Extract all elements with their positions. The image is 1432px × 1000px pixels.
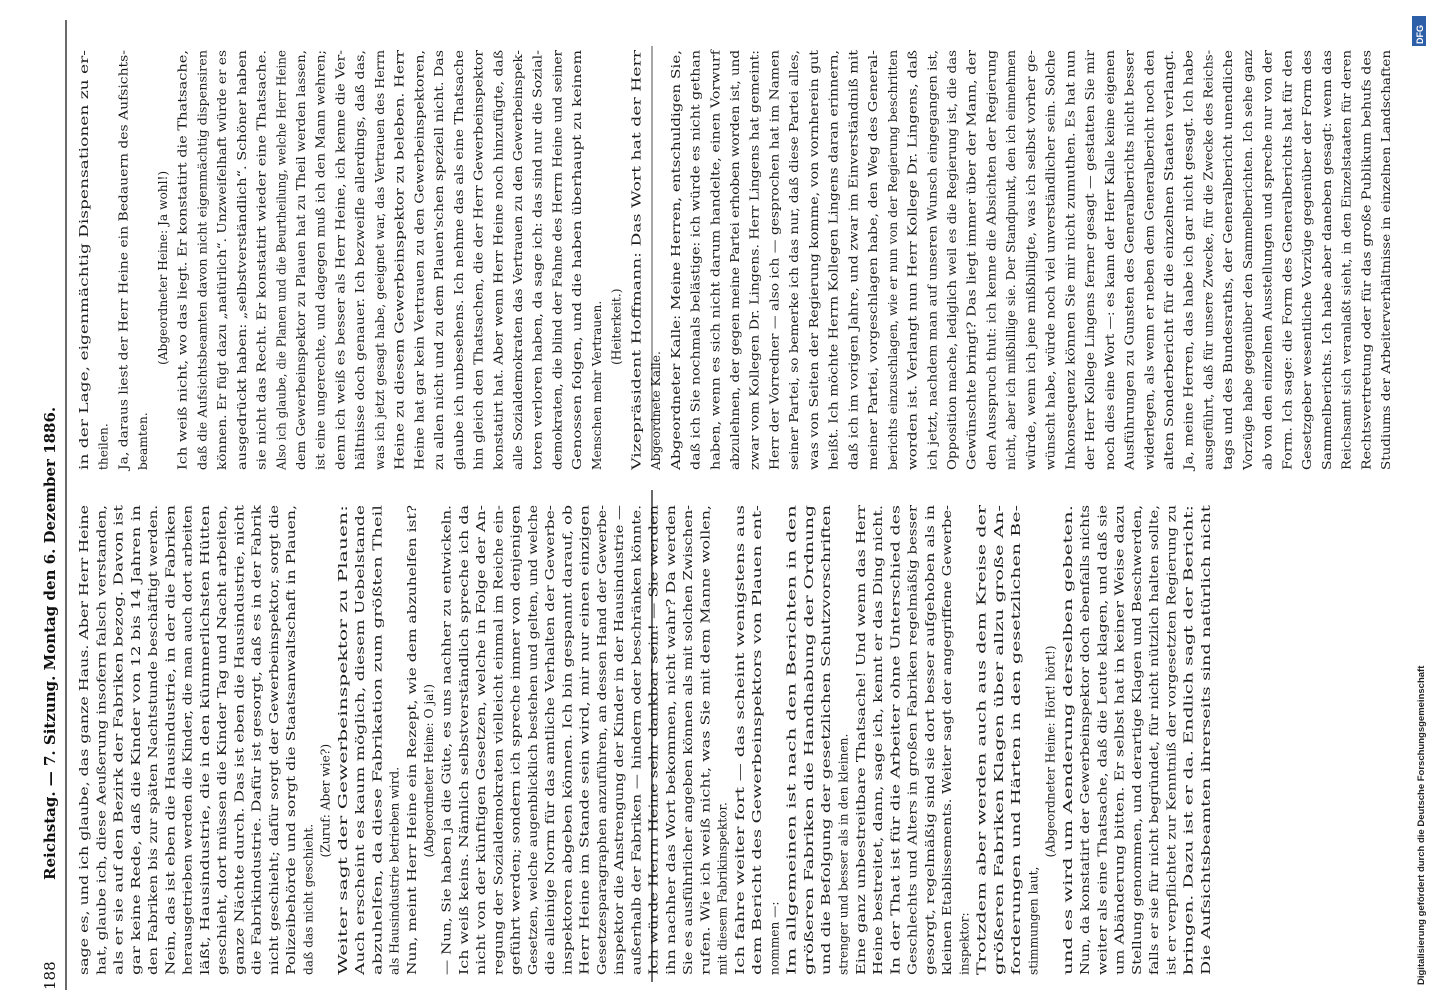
page-title: Reichstag. — 7. Sitzung. Montag den 6. Dezember 1886. xyxy=(41,406,59,880)
text-line: den Ausspruch thut: ich kenne die Absichten der Regierung xyxy=(984,99,999,470)
text-line: Nein, das ist eben die Hausindustrie, in der die Fabriken xyxy=(163,623,178,975)
funding-text: Digitalisierung gefördert durch die Deutsche Forschungsgemeinschaft xyxy=(1416,665,1427,985)
text-line: Herr Heine im Stande sein wird, mir nur einen einzigen xyxy=(577,628,592,975)
text-line: Reichsamt sich veranlaßt sieht, in den Einzelstaaten für deren xyxy=(1339,83,1354,470)
text-line: Also ich glaube, die Planen und die Beurtheilung, welche Herr Heine xyxy=(274,42,289,470)
text-line: zwar vom Kollegen Dr. Lingens. Herr Lingens hat gemeint: xyxy=(747,105,762,470)
text-line: was ich jetzt gesagt habe, geeignet war, das Vertrauen des Herrn xyxy=(372,64,387,470)
text-line: demokraten, die blind der Fahne des Herrn Heine und seiner xyxy=(550,90,565,470)
text-line: Im allgemeinen ist nach den Berichten in den xyxy=(784,693,799,975)
text-line: daß ich im vorigen Jahre, und zwar im Einverständniß mit xyxy=(846,110,861,470)
text-line: Eine ganz unbestreitbare Thatsache! Und wenn das Herr xyxy=(853,620,868,975)
text-line: außerhalb der Fabriken — hindern oder beschränken könnte. xyxy=(629,594,644,975)
text-line: Gesetzgeber wesentliche Vorzüge gegenüber der Form des xyxy=(1300,104,1315,470)
text-line: heißt. Ich möchte Herrn Kollegen Lingens daran erinnern, xyxy=(826,108,841,470)
text-line: ausgeführt, daß für unsere Zwecke, für die Zwecke des Reichs- xyxy=(1201,77,1216,470)
text-line: geführt werden; sondern ich spreche immer von denjenigen xyxy=(508,603,523,975)
text-line: — Nun, Sie haben ja die Güte, es uns nachher zu entwickeln. xyxy=(439,597,454,975)
text-line: Ich fahre weiter fort — das scheint wenigstens aus xyxy=(732,660,747,975)
text-line: forderungen und Härten in den gesetzlichen Be- xyxy=(1009,675,1024,975)
text-line: bringen. Dazu ist er da. Endlich sagt der Bericht: xyxy=(1181,669,1196,975)
text-line: ich jetzt, nachdem man auf unseren Wunsch eingegangen ist, xyxy=(925,89,940,470)
text-line: Herr der Vorredner — also ich — gesprochen hat im Namen xyxy=(767,98,782,470)
text-line: (Abgeordneter Heine: Ja wohl!) xyxy=(155,170,170,365)
text-line: berichts einzuschlagen, wie er nun von der Regierung beschritten xyxy=(885,60,900,470)
text-line: In der That ist für die Arbeiter ohne Unterschied des xyxy=(888,647,903,975)
text-line: um Abänderung bitten. Er selbst hat in keiner Weise dazu xyxy=(1112,616,1127,975)
text-line: daß ich Sie nochmals belästige: ich würde es nicht gethan xyxy=(688,109,703,470)
text-line: Ja, daraus liest der Herr Heine ein Bedauern des Aufsichts- xyxy=(116,102,131,470)
text-line: läßt, Hausindustrie, die in den kümmerlichsten Hütten xyxy=(197,635,212,975)
text-line: seiner Partei, so bemerke ich das nur, daß diese Partei alles, xyxy=(787,95,802,470)
text-line: Heine hat gar kein Vertrauen zu den Gewerbeinspektoren, xyxy=(412,107,427,470)
text-line: den Fabriken bis zur späten Nachtstunde beschäftigt werden. xyxy=(146,592,160,975)
text-line: dem Gewerbeinspektor zu Plauen hat zu Theil werden lassen, xyxy=(294,87,308,470)
text-line: alle Sozialdemokraten das Vertrauen zu den Gewerbeinspek- xyxy=(511,93,525,470)
text-line: herausgetrieben werden die Kinder, die man auch dort arbeiten xyxy=(180,579,195,975)
text-line: Opposition mache, lediglich weil es die Regierung ist, die das xyxy=(945,88,959,470)
text-line: Heine bestreitet, dann, sage ich, kennt er das Ding nicht. xyxy=(871,619,885,975)
text-line: meiner Partei, vorgeschlagen habe, den Weg des General- xyxy=(866,110,881,470)
text-line: zu allen nicht und zu dem Plauen'schen speziell nicht. Das xyxy=(432,108,447,470)
text-line: mit diesem Fabrikinspektor. xyxy=(715,802,730,975)
text-line: (Abgeordneter Heine: Hört! hört!) xyxy=(1043,645,1058,858)
text-line: Ich weiß keins. Nämlich selbstverständlich spreche ich da xyxy=(456,614,471,975)
text-line: Gewünschte bringt? Das liegt immer über der Mann, der xyxy=(964,117,979,470)
text-line: Sammelberichts. Ich habe aber daneben gesagt: wenn das xyxy=(1319,107,1334,470)
text-line: hin gleich den Thatsachen, die der Herr Gewerbeinspektor xyxy=(471,104,486,470)
text-line: theilen. xyxy=(96,423,111,470)
text-line: sage es, und ich glaube, das ganze Haus. Aber Herr Heine xyxy=(77,612,91,975)
text-line: nicht geschieht; dafür sorgt der Gewerbeinspektor, sorgt die xyxy=(266,598,281,975)
funding-note xyxy=(1416,665,1427,985)
text-line: Trotzdem aber werden auch aus dem Kreise der xyxy=(974,676,989,975)
right-column xyxy=(77,42,1393,472)
text-line: ihn nachher das Wort bekommen, nicht wahr? Da werden xyxy=(663,618,678,975)
text-line: Weiter sagt der Gewerbeinspektor zu Plauen: xyxy=(335,693,350,975)
text-line: Inkonsequenz können Sie mir nicht zumuthen. Es hat nun xyxy=(1063,111,1078,470)
text-line: die Fabrikindustrie. Dafür ist gesorgt, daß es in der Fabrik xyxy=(249,611,264,975)
text-line: Ausführungen zu Gunsten des Generalberichts nicht besser xyxy=(1122,100,1137,470)
text-line: dem Bericht des Gewerbeinspektors von Plauen ent- xyxy=(750,649,765,975)
text-line: glaube ich unbesehens. Ich nehme das als eine Thatsache xyxy=(451,111,466,470)
text-line: denn ich weiß es besser als Herr Heine, ich kenne die Ver- xyxy=(333,106,348,470)
text-line: regung der Sozialdemokraten vielleicht einmal im Reiche ein- xyxy=(491,592,506,975)
text-line: inspektor: xyxy=(957,912,972,975)
text-line: geschieht, dort müssen die Kinder Tag und Nacht arbeiten, xyxy=(215,607,230,975)
text-line: Rechtsvertretung oder für das große Publikum behufs des xyxy=(1359,109,1374,470)
text-line: ist eine ungerechte, und dagegen muß ich den Mann wehren; xyxy=(313,88,328,470)
text-line: Vizepräsident Hoffmann: Das Wort hat der Herr xyxy=(629,173,644,470)
text-line: abzuhelfen, da diese Fabrikation zum größten Theil xyxy=(370,655,385,975)
text-line: als Hausindustrie betrieben wird. xyxy=(387,766,402,975)
text-line: inspektoren abgeben können. Ich bin gespannt darauf, ob xyxy=(560,616,575,975)
text-line: Gesetzesparagraphen anzuführen, an dessen Hand der Gewerbe- xyxy=(594,570,609,975)
text-line: Abgeordneter Kalle: Meine Herren, entschuldigen Sie, xyxy=(668,131,683,470)
text-line: die alleinige Norm für das amtliche Verhalten der Gewerbe- xyxy=(543,603,558,975)
page-number: 188 xyxy=(41,961,59,990)
text-line: größeren Fabriken Klagen über allzu große An- xyxy=(991,681,1006,975)
text-line: Polizeibehörde und sorgt die Staatsanwaltschaft in Plauen, xyxy=(284,609,299,975)
dfg-logo-text: DFG xyxy=(1415,25,1425,44)
text-line: ab von den einzelnen Ausstellungen und spreche nur von der xyxy=(1260,91,1275,470)
text-line: haben, wenn es sich nicht darum handelte, einen Vorwurf xyxy=(708,112,723,470)
text-line: abzulehnen, der gegen meine Partei erhoben worden ist, und xyxy=(728,90,742,470)
text-line: (Zuruf: Aber wie?) xyxy=(318,743,333,858)
text-line: Nun, da konstatirt der Gewerbeinspektor doch ebenfalls nichts xyxy=(1078,584,1093,975)
text-line: größeren Fabriken die Handhabung der Ordnung xyxy=(802,668,816,975)
text-line: Form. Ich sage: die Form des Generalberichts hat für den xyxy=(1280,113,1295,470)
text-line: strenger und besser als in den kleinen. xyxy=(836,733,851,975)
text-line: rufen. Wie ich weiß nicht, was Sie mit dem Manne wollen, xyxy=(698,614,713,975)
text-line: Menschen mehr Vertrauen. xyxy=(589,300,604,470)
dfg-logo xyxy=(1412,16,1426,46)
text-line: kleinen Etablissements. Weiter sagt der angegriffene Gewerbe- xyxy=(940,582,955,975)
text-line: können. Er fügt dazu „natürlich“. Unzweifelhaft würde er es xyxy=(215,96,230,470)
text-line: wünscht habe, würde noch viel unverständlicher sein. Solche xyxy=(1043,90,1058,470)
text-line: konstatirt hat. Aber wenn Herr Heine noch hinzufügte, daß xyxy=(491,102,506,470)
text-line: nicht von der künftigen Gesetzen, welche in Folge der An- xyxy=(474,615,488,975)
text-line: Gesetzen, welche augenblicklich bestehen und gelten, und welche xyxy=(525,564,540,975)
text-line: beamten. xyxy=(136,412,151,470)
text-line: ist er verpflichtet zur Kenntniß der vorgesetzten Regierung zu xyxy=(1164,588,1179,975)
text-line: alten Sonderbericht für die einzelnen Staaten verlangt. xyxy=(1162,127,1176,470)
running-head xyxy=(41,407,59,990)
text-line: ganze Nächte durch. Das ist eben die Hausindustrie, nicht xyxy=(232,612,247,975)
text-line: Stellung genommen, und derartige Klagen und Beschwerden, xyxy=(1130,592,1144,975)
text-line: nommen —: xyxy=(767,901,782,975)
text-line: daß die Aufsichtsbeamten davon nicht eigenmächtig dispensiren xyxy=(195,69,210,470)
text-line: hältnisse doch genauer. Ich bezweifle allerdings, daß das, xyxy=(353,112,368,470)
text-line: Nun, meint Herr Heine ein Rezept, wie dem abzuhelfen ist? xyxy=(405,605,419,975)
text-line: weiter als eine Thatsache, daß die Leute klagen, und daß sie xyxy=(1095,599,1110,975)
text-line: und die Befolgung der gesetzlichen Schutzvorschriften xyxy=(819,634,834,975)
text-line: Sie es ausführlicher angeben können als mit solchen Zwischen- xyxy=(681,581,696,975)
text-line: gar keine Rede, daß die Kinder von 12 bis 14 Jahren in xyxy=(128,635,143,975)
text-line: Die Aufsichtsbeamten ihrerseits sind natürlich nicht xyxy=(1199,651,1213,975)
text-line: in der Lage, eigenmächtig Dispensationen zu er- xyxy=(77,169,91,470)
text-line: und es wird um Aenderung derselben gebeten. xyxy=(1060,684,1075,975)
text-line: Vorzüge habe gegenüber den Sammelberichten. Ich sehe ganz xyxy=(1240,82,1255,470)
text-line: Geschlechts und Alters in großen Fabriken regelmäßig besser xyxy=(905,590,920,975)
text-line: (Heiterkeit.) xyxy=(609,288,624,365)
text-line: Abgeordnete Kalle. xyxy=(649,351,664,470)
text-line: Ich weiß nicht, wo das liegt. Er konstatirt die Thatsache, xyxy=(175,118,190,470)
text-line: toren verloren haben, da sage ich: das sind nur die Sozial- xyxy=(530,109,545,470)
text-line: ausgedrückt haben: „selbstverständlich“. Schöner haben xyxy=(234,117,249,470)
text-line: würde, wenn ich jene mißbilligte, was ich selbst vorher ge- xyxy=(1023,104,1038,470)
text-line: sie nicht das Recht. Er konstatirt wieder eine Thatsache. xyxy=(254,117,269,470)
text-line: Genossen folgen, und die haben überhaupt zu keinem xyxy=(570,136,585,470)
text-line: als er sie auf den Bezirk der Fabriken bezog. Davon ist xyxy=(111,635,126,975)
text-line: der Herr Kollege Lingens ferner gesagt — gestatten Sie mir xyxy=(1083,98,1098,470)
text-line: widerlegen, als wenn er neben dem Generalbericht noch den xyxy=(1142,91,1157,470)
text-line: hat, glaube ich, diese Aeußerung insofern falsch verstanden, xyxy=(94,598,109,975)
text-line: noch dies eine Wort —: es kann der Herr Kalle keine eigenen xyxy=(1102,92,1117,470)
text-line: was von Seiten der Regierung komme, von vornherein gut xyxy=(806,108,821,470)
text-line: Auch erscheint es kaum möglich, diesem Uebelstande xyxy=(353,640,368,975)
text-line: Heine zu diesem Gewerbeinspektor zu beleben. Herr xyxy=(392,141,407,470)
text-line: (Abgeordneter Heine: O ja!) xyxy=(422,683,437,858)
text-line: worden ist. Verlangt nun Herr Kollege Dr. Lingens, daß xyxy=(905,127,920,470)
text-line: falls er sie für nicht begründet, für nicht nützlich halten sollte, xyxy=(1147,587,1162,975)
text-line: daß das nicht geschieht. xyxy=(301,823,316,975)
text-line: tags und des Bundesraths, der Generalbericht unendliche xyxy=(1221,111,1236,470)
left-column xyxy=(77,504,1213,976)
text-line: stimmungen laut, xyxy=(1026,866,1041,975)
text-line: Studiums der Arbeiterverhältnisse in einzelnen Landschaften xyxy=(1379,89,1393,470)
text-line: gesorgt, regelmäßig sind sie dort besser aufgehoben als in xyxy=(922,610,937,975)
text-line: Ich würde Herrn Heine sehr dankbar sein! — Sie werden xyxy=(646,620,661,975)
text-line: Ja, meine Herren, das habe ich gar nicht gesagt. Ich habe xyxy=(1181,112,1196,470)
text-line: inspektor die Anstrengung der Kinder in der Hausindustrie — xyxy=(612,591,627,975)
text-line: nicht, aber ich mißbillige sie. Der Standpunkt, den ich einnehmen xyxy=(1004,61,1019,470)
